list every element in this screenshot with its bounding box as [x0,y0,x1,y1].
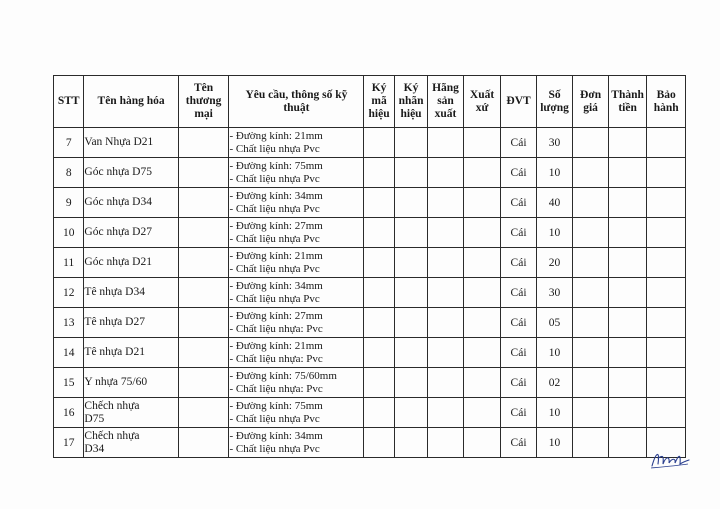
header-total: Thành tiền [608,76,647,128]
row-trade-name [178,128,229,158]
row-trade-name [178,308,229,338]
row-code [364,338,394,368]
row-unit: Cái [501,188,537,218]
header-origin: Xuất xứ [463,76,501,128]
table-row [54,188,686,218]
row-unit-price [573,188,609,218]
row-total [608,338,647,368]
row-total [608,428,647,458]
row-item-name: Tê nhựa D34 [84,278,178,308]
row-item-name: Góc nhựa D34 [84,188,178,218]
row-unit: Cái [501,338,537,368]
row-quantity: 40 [536,188,573,218]
row-origin [463,218,501,248]
row-code [364,308,394,338]
header-label: Ký nhãn hiệu [394,76,427,128]
row-quantity: 10 [536,428,573,458]
row-quantity: 05 [536,308,573,338]
row-total [608,368,647,398]
row-maker [428,218,464,248]
header-name: Tên hàng hóa [84,76,178,128]
row-trade-name [178,278,229,308]
row-quantity: 30 [536,128,573,158]
row-stt: 14 [54,338,84,368]
row-unit: Cái [501,128,537,158]
row-total [608,218,647,248]
row-label [394,158,427,188]
row-unit-price [573,308,609,338]
row-label [394,308,427,338]
row-quantity: 20 [536,248,573,278]
row-stt: 13 [54,308,84,338]
row-spec: - Đường kính: 34mm - Chất liệu nhựa Pvc [229,188,364,218]
header-maker: Hãng sản xuất [428,76,464,128]
header-stt: STT [54,76,84,128]
row-code [364,188,394,218]
row-label [394,278,427,308]
row-origin [463,368,501,398]
row-unit-price [573,128,609,158]
row-stt: 16 [54,398,84,428]
items-table [53,75,686,458]
row-quantity: 10 [536,158,573,188]
row-trade-name [178,248,229,278]
row-spec: - Đường kính: 34mm - Chất liệu nhựa Pvc [229,278,364,308]
row-maker [428,158,464,188]
row-trade-name [178,338,229,368]
table-row [54,308,686,338]
row-total [608,128,647,158]
row-stt: 11 [54,248,84,278]
row-origin [463,158,501,188]
row-maker [428,308,464,338]
row-unit-price [573,248,609,278]
row-code [364,278,394,308]
row-origin [463,278,501,308]
row-origin [463,338,501,368]
header-trade-name: Tên thương mại [178,76,229,128]
row-unit-price [573,278,609,308]
table-body [54,128,686,458]
signature-mark [648,446,692,472]
row-item-name: Chếch nhựa D75 [84,398,178,428]
row-label [394,368,427,398]
row-spec: - Đường kính: 21mm - Chất liệu nhựa Pvc [229,248,364,278]
header-unit: ĐVT [501,76,537,128]
row-warranty [647,368,686,398]
row-spec: - Đường kính: 21mm - Chất liệu nhựa Pvc [229,128,364,158]
header-unit-price: Đơn giá [573,76,609,128]
row-total [608,278,647,308]
table-row [54,278,686,308]
row-warranty [647,188,686,218]
row-spec: - Đường kính: 75mm - Chất liệu nhựa Pvc [229,398,364,428]
row-maker [428,248,464,278]
row-spec: - Đường kính: 75mm - Chất liệu nhựa Pvc [229,158,364,188]
row-unit-price [573,398,609,428]
row-maker [428,338,464,368]
row-maker [428,368,464,398]
row-warranty [647,338,686,368]
row-item-name: Y nhựa 75/60 [84,368,178,398]
row-spec: - Đường kính: 34mm - Chất liệu nhựa Pvc [229,428,364,458]
row-warranty [647,158,686,188]
row-stt: 8 [54,158,84,188]
row-maker [428,398,464,428]
row-unit: Cái [501,218,537,248]
row-unit: Cái [501,308,537,338]
row-unit-price [573,338,609,368]
row-quantity: 10 [536,398,573,428]
row-total [608,188,647,218]
row-item-name: Góc nhựa D21 [84,248,178,278]
row-spec: - Đường kính: 75/60mm - Chất liệu nhựa: Pvc [229,368,364,398]
table-row [54,398,686,428]
row-label [394,248,427,278]
row-stt: 10 [54,218,84,248]
row-item-name: Tê nhựa D21 [84,338,178,368]
row-stt: 12 [54,278,84,308]
row-total [608,398,647,428]
row-quantity: 10 [536,218,573,248]
table-row [54,428,686,458]
row-code [364,368,394,398]
row-label [394,188,427,218]
row-origin [463,428,501,458]
row-code [364,428,394,458]
row-code [364,248,394,278]
row-unit: Cái [501,368,537,398]
row-item-name: Chếch nhựa D34 [84,428,178,458]
header-spec: Yêu cầu, thông số kỹ thuật [229,76,364,128]
row-code [364,158,394,188]
row-maker [428,188,464,218]
row-unit: Cái [501,398,537,428]
table-row [54,218,686,248]
row-total [608,308,647,338]
row-stt: 7 [54,128,84,158]
row-spec: - Đường kính: 27mm - Chất liệu nhựa Pvc [229,218,364,248]
row-trade-name [178,188,229,218]
row-maker [428,128,464,158]
header-row [54,76,686,128]
row-label [394,338,427,368]
row-trade-name [178,428,229,458]
table-row [54,338,686,368]
row-stt: 17 [54,428,84,458]
row-warranty [647,248,686,278]
row-unit-price [573,368,609,398]
row-trade-name [178,158,229,188]
header-quantity: Số lượng [536,76,573,128]
row-origin [463,128,501,158]
header-code: Ký mã hiệu [364,76,394,128]
row-unit: Cái [501,158,537,188]
row-trade-name [178,368,229,398]
row-label [394,398,427,428]
row-total [608,158,647,188]
row-warranty [647,278,686,308]
row-label [394,128,427,158]
row-item-name: Tê nhựa D27 [84,308,178,338]
row-stt: 9 [54,188,84,218]
row-spec: - Đường kính: 27mm - Chất liệu nhựa: Pvc [229,308,364,338]
row-label [394,428,427,458]
header-warranty: Bảo hành [647,76,686,128]
row-item-name: Góc nhựa D27 [84,218,178,248]
row-code [364,398,394,428]
table-row [54,368,686,398]
row-stt: 15 [54,368,84,398]
row-code [364,218,394,248]
row-unit-price [573,158,609,188]
row-maker [428,278,464,308]
row-item-name: Góc nhựa D75 [84,158,178,188]
row-item-name: Van Nhựa D21 [84,128,178,158]
row-unit-price [573,428,609,458]
row-quantity: 10 [536,338,573,368]
row-spec: - Đường kính: 21mm - Chất liệu nhựa: Pvc [229,338,364,368]
table-row [54,158,686,188]
row-maker [428,428,464,458]
row-origin [463,398,501,428]
row-origin [463,308,501,338]
row-quantity: 30 [536,278,573,308]
table-row [54,128,686,158]
row-code [364,128,394,158]
row-unit: Cái [501,278,537,308]
row-origin [463,248,501,278]
table-row [54,248,686,278]
row-total [608,248,647,278]
row-unit-price [573,218,609,248]
row-warranty [647,398,686,428]
row-trade-name [178,218,229,248]
row-trade-name [178,398,229,428]
row-quantity: 02 [536,368,573,398]
row-unit: Cái [501,248,537,278]
row-warranty [647,128,686,158]
row-warranty [647,308,686,338]
row-warranty [647,218,686,248]
row-label [394,218,427,248]
row-unit: Cái [501,428,537,458]
row-origin [463,188,501,218]
